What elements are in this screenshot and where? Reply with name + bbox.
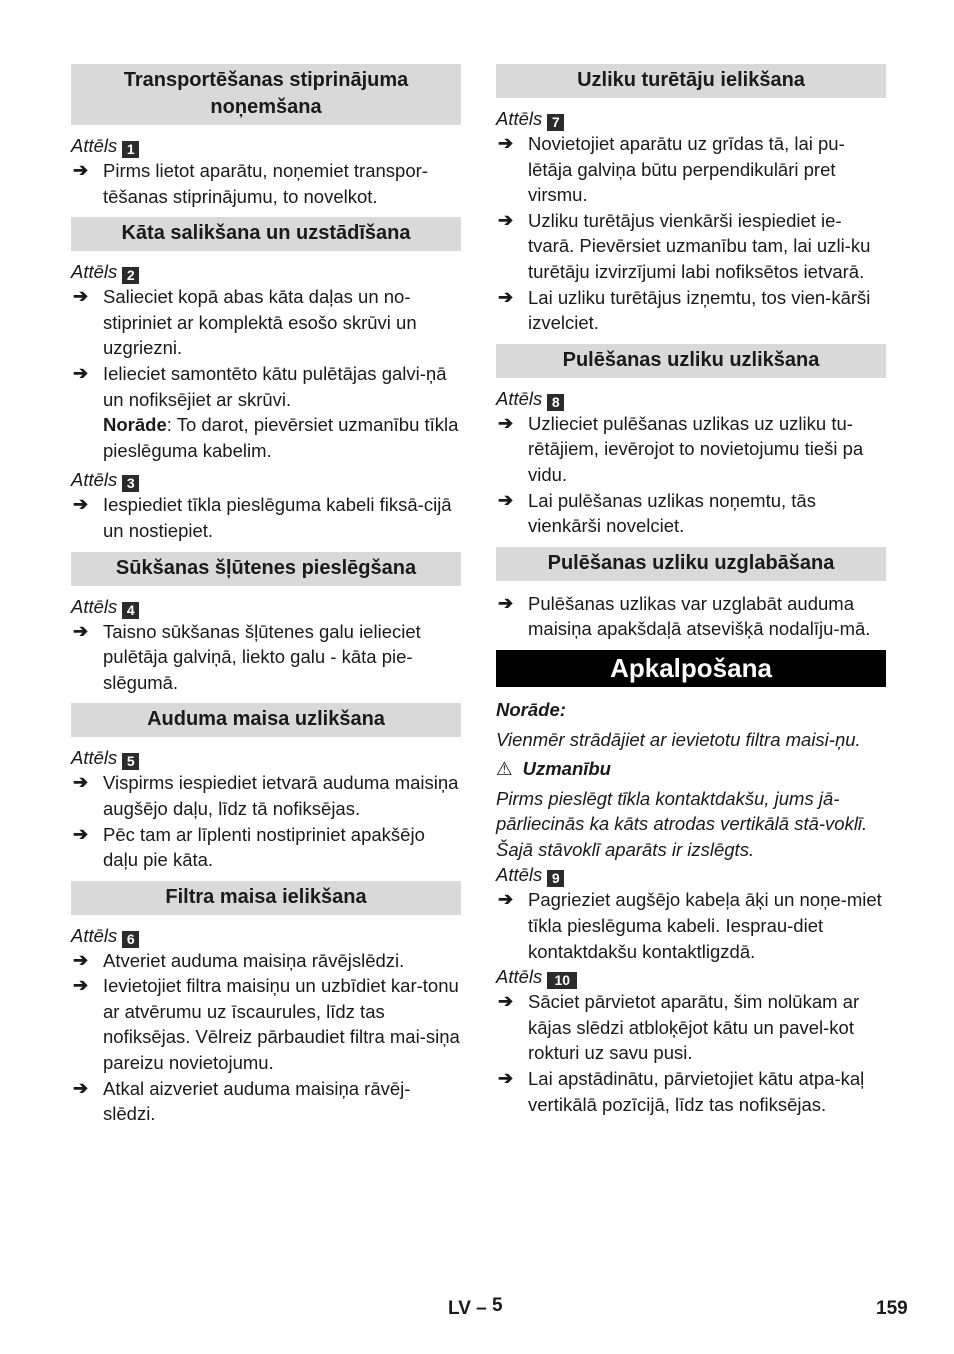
note-label: Norāde [103, 414, 167, 436]
figure-reference: Attēls 9 [496, 862, 886, 887]
right-arrow-icon: ➔ [73, 1077, 89, 1098]
right-arrow-icon: ➔ [498, 592, 514, 613]
right-arrow-icon: ➔ [498, 412, 514, 433]
instruction-step: ➔ Lai uzliku turētājus izņemtu, tos vien-kārši izvelciet. [498, 286, 871, 334]
figure-number: 6 [122, 931, 139, 948]
right-arrow-icon: ➔ [498, 286, 514, 307]
instruction-step: ➔ Salieciet kopā abas kāta daļas un no-stipriniet ar komplektā esošo skrūvi un uzgriezni. [73, 286, 417, 359]
figure-number: 2 [122, 267, 139, 284]
instruction-step: ➔ Novietojiet aparātu uz grīdas tā, lai pu-lētāja galviņa būtu perpendikulāri pret virsmu. [498, 133, 845, 206]
note-label: Norāde: [496, 698, 566, 720]
right-arrow-icon: ➔ [73, 975, 89, 996]
right-arrow-icon: ➔ [73, 823, 89, 844]
figure-reference: Attēls 8 [496, 386, 886, 411]
figure-reference: Attēls 3 [71, 467, 461, 492]
chapter-heading: Apkalpošana [496, 650, 886, 687]
warning-triangle-icon: ⚠ [496, 758, 513, 780]
figure-number: 4 [122, 602, 139, 619]
section-heading: Pulēšanas uzliku uzlikšana [496, 344, 886, 378]
section-heading: Uzliku turētāju ielikšana [496, 64, 886, 98]
instruction-step: ➔ Atveriet auduma maisiņa rāvējslēdzi. [71, 948, 461, 974]
right-arrow-icon: ➔ [73, 362, 89, 383]
figure-number: 10 [547, 972, 577, 989]
page-number: 159 [876, 1298, 908, 1319]
right-arrow-icon: ➔ [498, 209, 514, 230]
right-arrow-icon: ➔ [498, 889, 514, 910]
figure-number: 8 [547, 394, 564, 411]
instruction-step: ➔ Pirms lietot aparātu, noņemiet transpor-tēšanas stiprinājumu, to novelkot. [73, 160, 428, 207]
instruction-step: ➔ Atkal aizveriet auduma maisiņa rāvēj-slēdzi. [73, 1077, 411, 1125]
footer-page-label: LV – 5 [448, 1295, 503, 1319]
figure-number: 3 [122, 475, 139, 492]
figure-number: 5 [122, 753, 139, 770]
section-heading: Pulēšanas uzliku uzglabāšana [496, 547, 886, 581]
figure-reference: Attēls 2 [71, 259, 461, 284]
caution-text: Pirms pieslēgt tīkla kontaktdakšu, jums jā-pārliecinās ka kāts atrodas vertikālā stā-voklī. Šajā stāvoklī aparāts ir izslēgts. [496, 787, 868, 860]
figure-reference: Attēls 5 [71, 745, 461, 770]
right-arrow-icon: ➔ [498, 991, 514, 1012]
figure-reference: Attēls 4 [71, 594, 461, 619]
right-arrow-icon: ➔ [73, 286, 89, 307]
right-arrow-icon: ➔ [73, 160, 89, 180]
note-text: Vienmēr strādājiet ar ievietotu filtra maisi-ņu. [496, 728, 861, 750]
instruction-step: ➔ Uzlieciet pulēšanas uzlikas uz uzliku tu-rētājiem, ievērojot to novietojumu tieši pa vidu. [498, 412, 864, 485]
instruction-step: ➔ Uzliku turētājus vienkārši iespiediet ie-tvarā. Pievērsiet uzmanību tam, lai uzli-ku turētāju izvirzījumi labi nofiksētos ietvarā. [498, 209, 871, 282]
instruction-step: ➔ Lai apstādinātu, pārvietojiet kātu atpa-kaļ vertikālā pozīcijā, līdz tas nofiksējas. [498, 1068, 865, 1115]
section-heading: Auduma maisa uzlikšana [71, 703, 461, 737]
figure-number: 1 [122, 141, 139, 158]
instruction-step: ➔ Iespiediet tīkla pieslēguma kabeli fiksā-cijā un nostiepiet. [73, 494, 452, 541]
instruction-step: ➔ Ielieciet samontēto kātu pulētājas galvi-ņā un nofiksējiet ar skrūvi. [73, 362, 447, 410]
right-arrow-icon: ➔ [73, 772, 89, 793]
figure-reference: Attēls 1 [71, 133, 461, 158]
instruction-step: ➔ Vispirms iespiediet ietvarā auduma maisiņa augšējo daļu, līdz tā nofiksējas. [73, 772, 459, 819]
right-arrow-icon: ➔ [73, 494, 89, 515]
figure-number: 9 [547, 870, 564, 887]
figure-reference: Attēls 7 [496, 106, 886, 131]
section-heading: Filtra maisa ielikšana [71, 881, 461, 915]
instruction-step: ➔ Pagrieziet augšējo kabeļa āķi un noņe-miet tīkla pieslēguma kabeli. Iesprau-diet kontaktdakšu kontaktligzdā. [498, 889, 882, 962]
right-arrow-icon: ➔ [498, 133, 514, 153]
right-column [496, 64, 886, 1117]
right-arrow-icon: ➔ [73, 620, 89, 641]
right-arrow-icon: ➔ [498, 489, 514, 510]
instruction-step: ➔ Taisno sūkšanas šļūtenes galu ielieciet pulētāja galviņā, liekto galu - kāta pie-slēgumā. [73, 620, 421, 693]
right-arrow-icon: ➔ [498, 1068, 514, 1089]
figure-reference: Attēls 10 [496, 964, 886, 989]
instruction-step: ➔ Sāciet pārvietot aparātu, šim nolūkam ar kājas slēdzi atbloķējot kātu un pavel-kot rokturi uz savu pusi. [498, 991, 860, 1064]
instruction-step: ➔ Pēc tam ar līplenti nostipriniet apakšējo daļu pie kāta. [73, 823, 425, 871]
right-arrow-icon: ➔ [73, 949, 89, 970]
section-heading: Kāta salikšana un uzstādīšana [71, 217, 461, 251]
instruction-step: ➔ Pulēšanas uzlikas var uzglabāt auduma maisiņa apakšdaļā atsevišķā nodalīju-mā. [498, 592, 871, 640]
caution-heading: ⚠ Uzmanību [496, 756, 886, 782]
left-column [71, 64, 461, 1127]
section-heading: Sūkšanas šļūtenes pieslēgšana [71, 552, 461, 586]
instruction-step: ➔ Ievietojiet filtra maisiņu un uzbīdiet kar-tonu ar atvērumu uz īscaurules, līdz tas nofiksējas. Vēlreiz pārbaudiet filtra mai-siņa pareizu novietojumu. [73, 975, 460, 1074]
figure-reference: Attēls 6 [71, 923, 461, 948]
figure-number: 7 [547, 114, 564, 131]
note: Norāde: To darot, pievērsiet uzmanību tīkla pieslēguma kabelim. [103, 414, 459, 461]
instruction-step: ➔ Lai pulēšanas uzlikas noņemtu, tās vienkārši novelciet. [498, 489, 816, 537]
section-heading: Transportēšanas stiprinājuma noņemšana [71, 64, 461, 125]
